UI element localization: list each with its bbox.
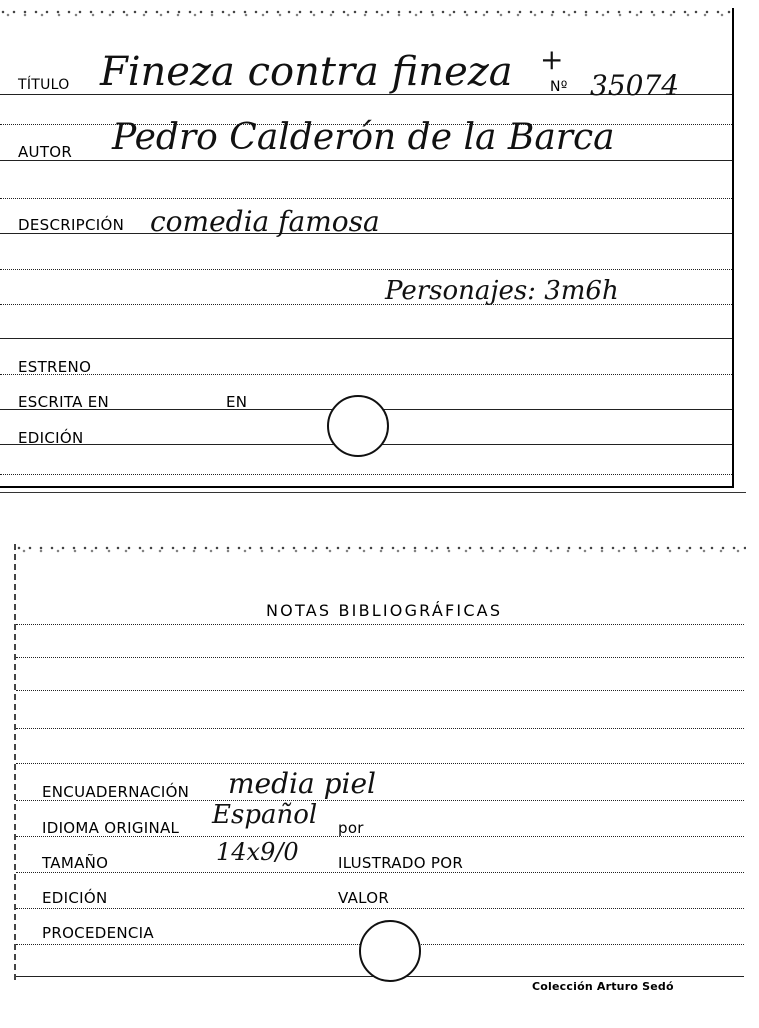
rule <box>0 160 732 161</box>
rule <box>16 657 744 658</box>
numero-handwritten: 35074 <box>590 69 680 102</box>
rule <box>16 872 744 873</box>
encuadernacion-handwritten: media piel <box>228 767 376 800</box>
numero-mark-handwritten: + <box>540 43 564 76</box>
idioma-original-handwritten: Español <box>212 800 318 830</box>
descripcion-handwritten: comedia famosa <box>150 205 380 238</box>
ilustrado-por-label: ILUSTRADO POR <box>338 854 464 872</box>
valor-label: VALOR <box>338 889 390 907</box>
numero-label: Nº <box>550 79 568 95</box>
estreno-label: ESTRENO <box>18 358 92 376</box>
rule <box>16 763 744 764</box>
rule <box>0 474 732 475</box>
descripcion-label: DESCRIPCIÓN <box>18 216 125 234</box>
paper-edge-speckle <box>16 544 746 554</box>
en-label: EN <box>226 393 248 411</box>
card-divider <box>0 492 746 493</box>
paper-edge-speckle <box>0 8 732 18</box>
tamano-label: TAMAÑO <box>42 854 109 872</box>
rule <box>16 690 744 691</box>
collection-footer: Colección Arturo Sedó <box>532 980 674 993</box>
catalog-card-back <box>14 544 746 993</box>
idioma-original-label: IDIOMA ORIGINAL <box>42 819 180 837</box>
rule <box>0 198 732 199</box>
edicion-label: EDICIÓN <box>18 429 84 447</box>
rule <box>0 269 732 270</box>
personajes-handwritten: Personajes: 3m6h <box>385 276 619 306</box>
titulo-label: TÍTULO <box>18 77 70 93</box>
edicion-label: EDICIÓN <box>42 889 108 907</box>
por-label: por <box>338 819 364 837</box>
punch-hole <box>359 920 421 982</box>
rule <box>16 624 744 625</box>
punch-hole <box>327 395 389 457</box>
autor-handwritten: Pedro Calderón de la Barca <box>112 117 615 158</box>
rule <box>0 374 732 375</box>
escrita-en-label: ESCRITA EN <box>18 393 110 411</box>
rule <box>16 908 744 909</box>
catalog-card-front <box>0 8 734 488</box>
autor-label: AUTOR <box>18 143 73 161</box>
rule <box>0 338 732 339</box>
rule <box>0 304 732 305</box>
titulo-handwritten: Fineza contra fineza <box>100 49 513 95</box>
rule <box>16 728 744 729</box>
encuadernacion-label: ENCUADERNACIÓN <box>42 783 190 801</box>
notas-bibliograficas-heading: NOTAS BIBLIOGRÁFICAS <box>266 601 503 620</box>
procedencia-label: PROCEDENCIA <box>42 924 154 942</box>
tamano-handwritten: 14x9/0 <box>216 838 299 866</box>
